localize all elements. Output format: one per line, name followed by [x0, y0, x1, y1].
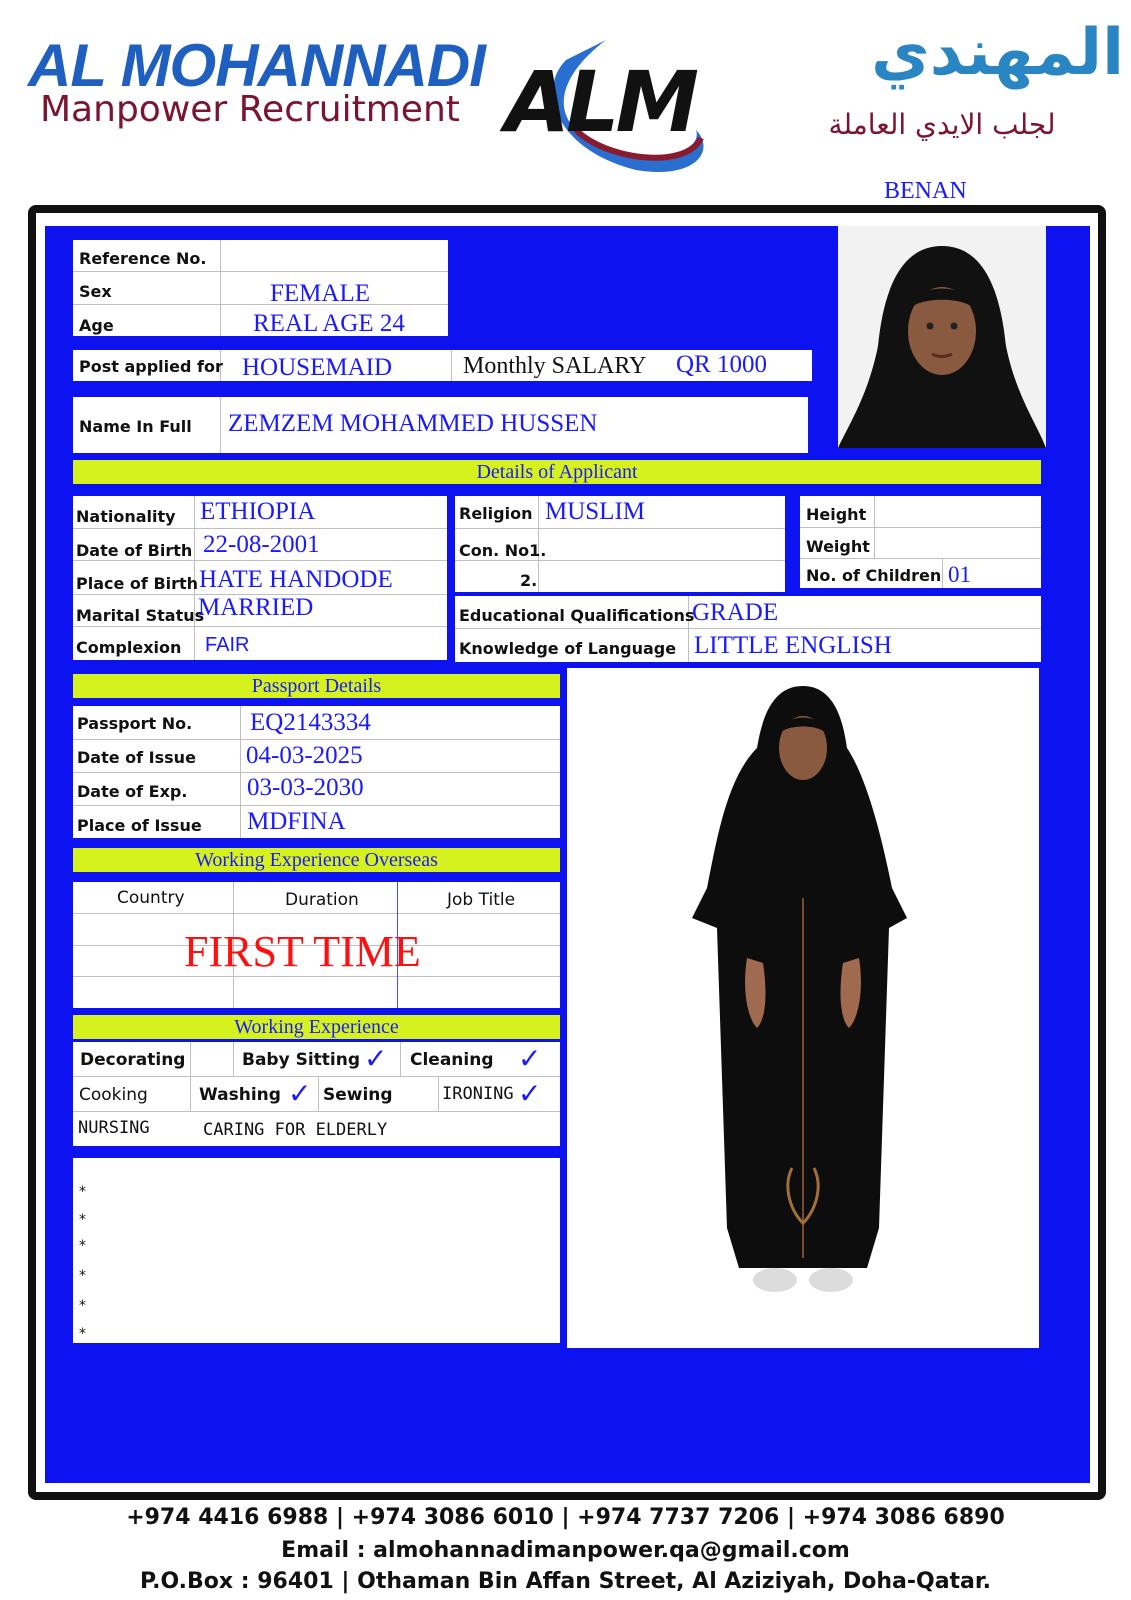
- marital-label: Marital Status: [76, 606, 205, 625]
- complexion-value: FAIR: [205, 634, 250, 656]
- expiry-date-label: Date of Exp.: [77, 782, 188, 801]
- issue-place-label: Place of Issue: [77, 816, 202, 835]
- col-country: Country: [117, 888, 185, 908]
- note-bullet: *: [79, 1238, 86, 1254]
- age-label: Age: [79, 316, 114, 335]
- pob-label: Place of Birth: [76, 574, 199, 593]
- dob-label: Date of Birth: [76, 541, 193, 560]
- agent-name: BENAN: [884, 178, 967, 204]
- education-label: Educational Qualifications: [459, 606, 695, 625]
- pob-value: HATE HANDODE: [199, 566, 393, 593]
- education-value: GRADE: [692, 599, 779, 626]
- applicant-headshot: [838, 226, 1046, 448]
- brand-name: AL MOHANNADI: [28, 32, 485, 99]
- issue-date-value: 04-03-2025: [246, 742, 363, 769]
- sex-value: FEMALE: [270, 280, 370, 307]
- passport-title: Passport Details: [73, 674, 560, 698]
- language-label: Knowledge of Language: [459, 639, 677, 658]
- details-title: Details of Applicant: [73, 460, 1041, 484]
- skill-cooking: Cooking: [79, 1085, 148, 1105]
- name-value: ZEMZEM MOHAMMED HUSSEN: [228, 410, 598, 437]
- issue-place-value: MDFINA: [247, 808, 346, 835]
- expiry-date-value: 03-03-2030: [247, 774, 364, 801]
- nationality-value: ETHIOPIA: [200, 498, 316, 525]
- nationality-label: Nationality: [76, 507, 176, 526]
- religion-label: Religion: [459, 504, 533, 523]
- skill-decorating: Decorating: [80, 1050, 186, 1070]
- skill-baby-sitting: Baby Sitting: [242, 1050, 361, 1070]
- dob-value: 22-08-2001: [203, 531, 320, 558]
- skill-ironing: IRONING: [442, 1084, 514, 1104]
- complexion-label: Complexion: [76, 638, 182, 657]
- notes-box: [73, 1158, 560, 1343]
- skill-caring-elderly: CARING FOR ELDERLY: [203, 1120, 388, 1140]
- note-bullet: *: [79, 1268, 86, 1284]
- note-bullet: *: [79, 1298, 86, 1314]
- brand-subtitle: Manpower Recruitment: [40, 89, 460, 130]
- children-value: 01: [948, 562, 971, 587]
- first-time-note: FIRST TIME: [184, 927, 421, 976]
- note-bullet: *: [79, 1326, 86, 1342]
- note-bullet: *: [79, 1184, 86, 1200]
- arabic-subtitle: لجلب الايدي العاملة: [828, 108, 1056, 141]
- cleaning-check-icon: ✓: [518, 1042, 542, 1075]
- salary-value: QR 1000: [676, 351, 767, 378]
- skill-sewing: Sewing: [323, 1085, 393, 1105]
- issue-date-label: Date of Issue: [77, 748, 196, 767]
- contact1-label: Con. No1.: [459, 541, 547, 560]
- baby-sitting-check-icon: ✓: [364, 1042, 388, 1075]
- salary-label: Monthly SALARY: [463, 353, 647, 379]
- col-duration: Duration: [285, 890, 359, 910]
- footer-address: P.O.Box : 96401 | Othaman Bin Affan Street, Al Aziziyah, Doha-Qatar.: [140, 1569, 991, 1594]
- note-bullet: *: [79, 1212, 86, 1228]
- skill-nursing: NURSING: [78, 1118, 150, 1138]
- applicant-full-photo: [567, 668, 1039, 1348]
- alm-logo-text: ALM: [505, 53, 696, 151]
- age-value: REAL AGE 24: [253, 310, 405, 337]
- arabic-brand: المهندي: [871, 16, 1124, 90]
- ironing-check-icon: ✓: [518, 1077, 542, 1110]
- overseas-title: Working Experience Overseas: [73, 848, 560, 872]
- contact2-label: 2.: [520, 571, 538, 590]
- skill-washing: Washing: [199, 1085, 281, 1105]
- washing-check-icon: ✓: [288, 1077, 312, 1110]
- religion-value: MUSLIM: [545, 498, 646, 525]
- name-label: Name In Full: [79, 417, 192, 436]
- skill-cleaning: Cleaning: [410, 1050, 494, 1070]
- col-job-title: Job Title: [447, 890, 516, 910]
- sex-label: Sex: [79, 282, 112, 301]
- marital-value: MARRIED: [198, 594, 314, 621]
- children-label: No. of Children: [806, 566, 942, 585]
- language-value: LITTLE ENGLISH: [694, 632, 892, 659]
- passport-no-value: EQ2143334: [250, 709, 371, 736]
- experience-title: Working Experience: [73, 1015, 560, 1039]
- passport-no-label: Passport No.: [77, 714, 193, 733]
- weight-label: Weight: [806, 537, 870, 556]
- footer-email: Email : almohannadimanpower.qa@gmail.com: [281, 1538, 850, 1563]
- post-label: Post applied for: [79, 357, 223, 376]
- height-label: Height: [806, 505, 867, 524]
- post-value: HOUSEMAID: [242, 354, 392, 381]
- footer-phones: +974 4416 6988 | +974 3086 6010 | +974 7737 7206 | +974 3086 6890: [126, 1505, 1005, 1530]
- reference-label: Reference No.: [79, 249, 207, 268]
